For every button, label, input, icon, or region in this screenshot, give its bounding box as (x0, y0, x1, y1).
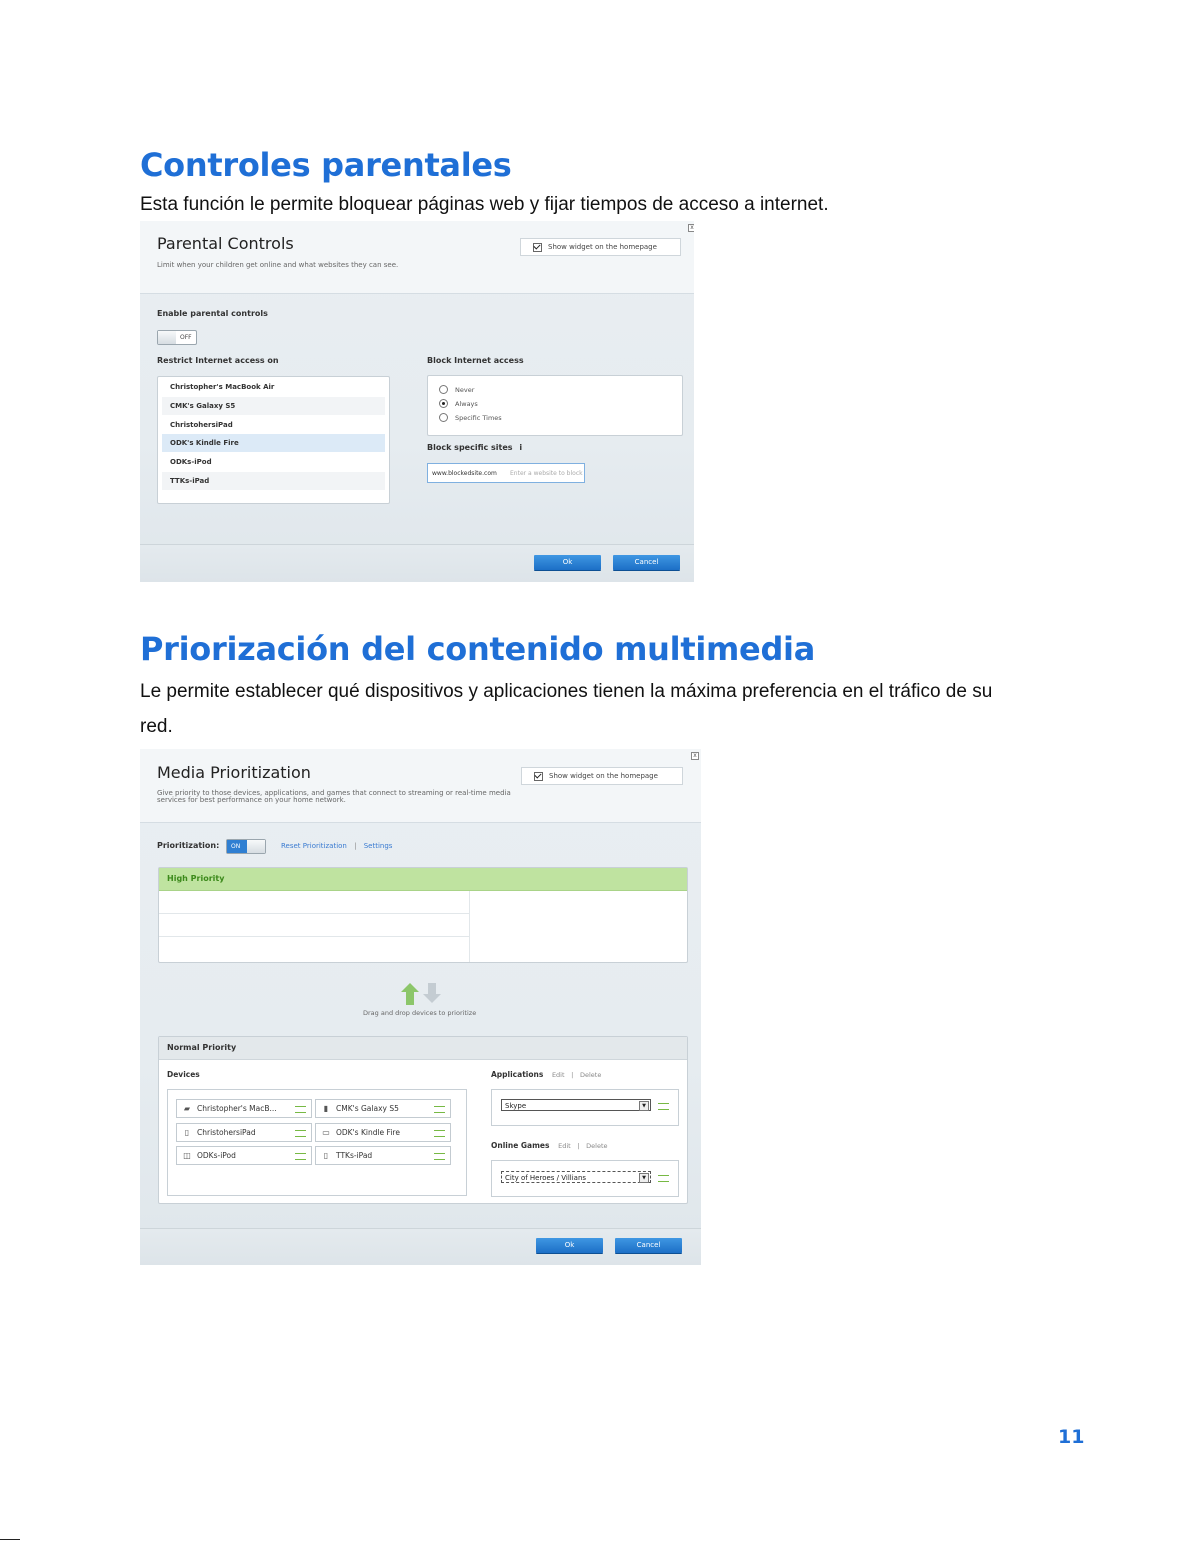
reset-prioritization-link[interactable]: Reset Prioritization (281, 842, 347, 850)
parental-controls-title: Parental Controls (157, 234, 294, 253)
device-list-item[interactable]: ChristohersiPad (162, 416, 385, 434)
section-description-line1: Le permite establecer qué dispositivos y aplicaciones tienen la máxima preferencia en el tráfico de su (140, 681, 993, 702)
parental-controls-toggle[interactable] (157, 330, 197, 345)
normal-priority-box (158, 1036, 688, 1204)
drag-handle-icon[interactable] (295, 1130, 306, 1137)
device-chip-label: Christopher's MacB... (197, 1104, 277, 1113)
device-chip[interactable] (176, 1123, 312, 1142)
radio-label: Specific Times (455, 413, 502, 422)
media-prioritization-title: Media Prioritization (157, 763, 311, 782)
device-chip[interactable] (315, 1146, 451, 1165)
laptop-icon: ▰ (183, 1104, 191, 1113)
radio-button (439, 385, 448, 394)
cancel-button[interactable]: Cancel (615, 1238, 682, 1253)
chevron-down-icon: ▼ (639, 1101, 649, 1111)
radio-button (439, 413, 448, 422)
online-games-heading (491, 1141, 608, 1150)
block-specific-sites-label (427, 443, 522, 452)
online-games-delete-link[interactable]: Delete (586, 1142, 608, 1150)
block-specific-sites-text: Block specific sites (427, 443, 513, 452)
tablet-icon: ▯ (323, 1151, 329, 1160)
settings-link[interactable]: Settings (363, 842, 393, 850)
devices-container (167, 1089, 467, 1196)
section-description-parental-controls: Esta función le permite bloquear páginas web y fijar tiempos de acceso a internet. (140, 194, 829, 215)
block-site-value: www.blockedsite.com (432, 469, 497, 477)
link-separator: | (577, 1142, 580, 1150)
parental-controls-footer (140, 544, 694, 582)
application-select[interactable] (501, 1099, 651, 1111)
applications-container (491, 1089, 679, 1126)
link-separator: | (354, 842, 357, 850)
block-site-placeholder: Enter a website to block (510, 469, 583, 477)
high-priority-slot[interactable] (159, 914, 469, 937)
drag-arrows-icon (398, 981, 444, 1007)
device-chip-label: ODKs-iPod (197, 1151, 236, 1160)
show-widget-label: Show widget on the homepage (549, 772, 658, 780)
radio-specific-times[interactable] (439, 413, 502, 422)
checkbox-checked-icon (533, 243, 542, 252)
online-game-select[interactable] (501, 1171, 651, 1183)
radio-label: Never (455, 385, 475, 394)
ereader-icon: ▭ (322, 1128, 330, 1137)
prioritization-label: Prioritization: (157, 841, 220, 850)
media-prioritization-subtitle-2: services for best performance on your home network. (157, 796, 346, 804)
application-select-value: Skype (505, 1102, 527, 1110)
chevron-down-icon: ▼ (639, 1173, 649, 1183)
prioritization-toggle[interactable] (226, 839, 266, 854)
ipod-icon: ◫ (183, 1151, 191, 1160)
high-priority-box (158, 867, 688, 963)
devices-label: Devices (167, 1070, 200, 1079)
show-widget-checkbox[interactable] (521, 767, 683, 785)
applications-label: Applications (491, 1070, 544, 1079)
page-edge-mark (0, 1539, 20, 1540)
section-heading-parental-controls: Controles parentales (140, 146, 512, 184)
radio-always[interactable] (439, 399, 478, 408)
radio-never[interactable] (439, 385, 474, 394)
device-list-item[interactable]: TTKs-iPad (162, 472, 385, 490)
toggle-state-label: OFF (180, 334, 192, 341)
toggle-state-label: ON (231, 843, 241, 850)
tablet-icon: ▯ (184, 1128, 190, 1137)
cancel-button[interactable]: Cancel (613, 555, 680, 570)
link-separator: | (571, 1071, 574, 1079)
device-chip-label: ODK's Kindle Fire (336, 1128, 400, 1137)
high-priority-header: High Priority (159, 868, 687, 891)
parental-controls-screenshot (140, 221, 694, 582)
block-options-box (427, 375, 683, 436)
drag-hint: Drag and drop devices to prioritize (363, 1009, 477, 1017)
close-icon[interactable]: x (691, 752, 699, 760)
high-priority-slot[interactable] (159, 891, 469, 914)
online-games-label: Online Games (491, 1141, 550, 1150)
block-internet-access-label: Block Internet access (427, 356, 524, 365)
drag-handle-icon[interactable] (434, 1153, 445, 1160)
online-games-edit-link[interactable]: Edit (558, 1142, 571, 1150)
show-widget-checkbox[interactable] (520, 238, 681, 256)
device-chip-label: CMK's Galaxy S5 (336, 1104, 399, 1113)
info-icon[interactable]: i (519, 443, 523, 452)
device-list-item-selected[interactable]: ODK's Kindle Fire (162, 434, 385, 452)
drag-handle-icon[interactable] (295, 1153, 306, 1160)
enable-parental-controls-label: Enable parental controls (157, 309, 268, 318)
device-list (157, 376, 390, 504)
media-prioritization-screenshot (140, 749, 701, 1265)
device-chip[interactable] (315, 1123, 451, 1142)
device-chip-label: ChristohersiPad (197, 1128, 256, 1137)
ok-button[interactable]: Ok (536, 1238, 603, 1253)
drag-handle-icon[interactable] (658, 1175, 669, 1182)
media-prioritization-header (140, 749, 701, 823)
radio-button-selected (439, 399, 448, 408)
phone-icon: ▮ (323, 1104, 329, 1113)
restrict-access-label: Restrict Internet access on (157, 356, 279, 365)
ok-button[interactable]: Ok (534, 555, 601, 570)
device-list-item[interactable]: ODKs-iPod (162, 453, 385, 471)
show-widget-label: Show widget on the homepage (548, 243, 657, 251)
applications-delete-link[interactable]: Delete (579, 1071, 602, 1079)
applications-edit-link[interactable]: Edit (551, 1071, 565, 1079)
device-list-item[interactable]: CMK's Galaxy S5 (162, 397, 385, 415)
drag-handle-icon[interactable] (434, 1130, 445, 1137)
device-chip[interactable] (315, 1099, 451, 1118)
online-game-select-value: City of Heroes / Villians (505, 1174, 587, 1182)
online-games-container (491, 1160, 679, 1197)
parental-controls-header (140, 221, 694, 294)
section-heading-media-prioritization: Priorización del contenido multimedia (140, 630, 816, 668)
device-chip-label: TTKs-iPad (336, 1151, 373, 1160)
drag-handle-icon[interactable] (434, 1106, 445, 1113)
close-icon[interactable]: x (688, 224, 694, 232)
parental-controls-subtitle: Limit when your children get online and what websites they can see. (157, 261, 399, 269)
drag-handle-icon[interactable] (295, 1106, 306, 1113)
media-prioritization-subtitle-1: Give priority to those devices, applications, and games that connect to streaming or real-time media (157, 789, 511, 797)
applications-heading (491, 1070, 601, 1079)
section-description-line2: red. (140, 716, 173, 737)
toggle-knob (158, 331, 176, 344)
drag-handle-icon[interactable] (658, 1103, 669, 1110)
normal-priority-header: Normal Priority (159, 1037, 687, 1060)
prioritization-links (281, 842, 392, 850)
page-number: 11 (1058, 1426, 1085, 1448)
high-priority-side-panel (469, 891, 688, 962)
device-chip[interactable] (176, 1146, 312, 1165)
radio-label: Always (455, 399, 478, 408)
block-site-input[interactable] (427, 463, 585, 483)
high-priority-slot[interactable] (159, 937, 469, 961)
toggle-knob (247, 840, 265, 853)
device-chip[interactable] (176, 1099, 312, 1118)
device-list-item[interactable]: Christopher's MacBook Air (162, 378, 385, 396)
checkbox-checked-icon (534, 772, 543, 781)
